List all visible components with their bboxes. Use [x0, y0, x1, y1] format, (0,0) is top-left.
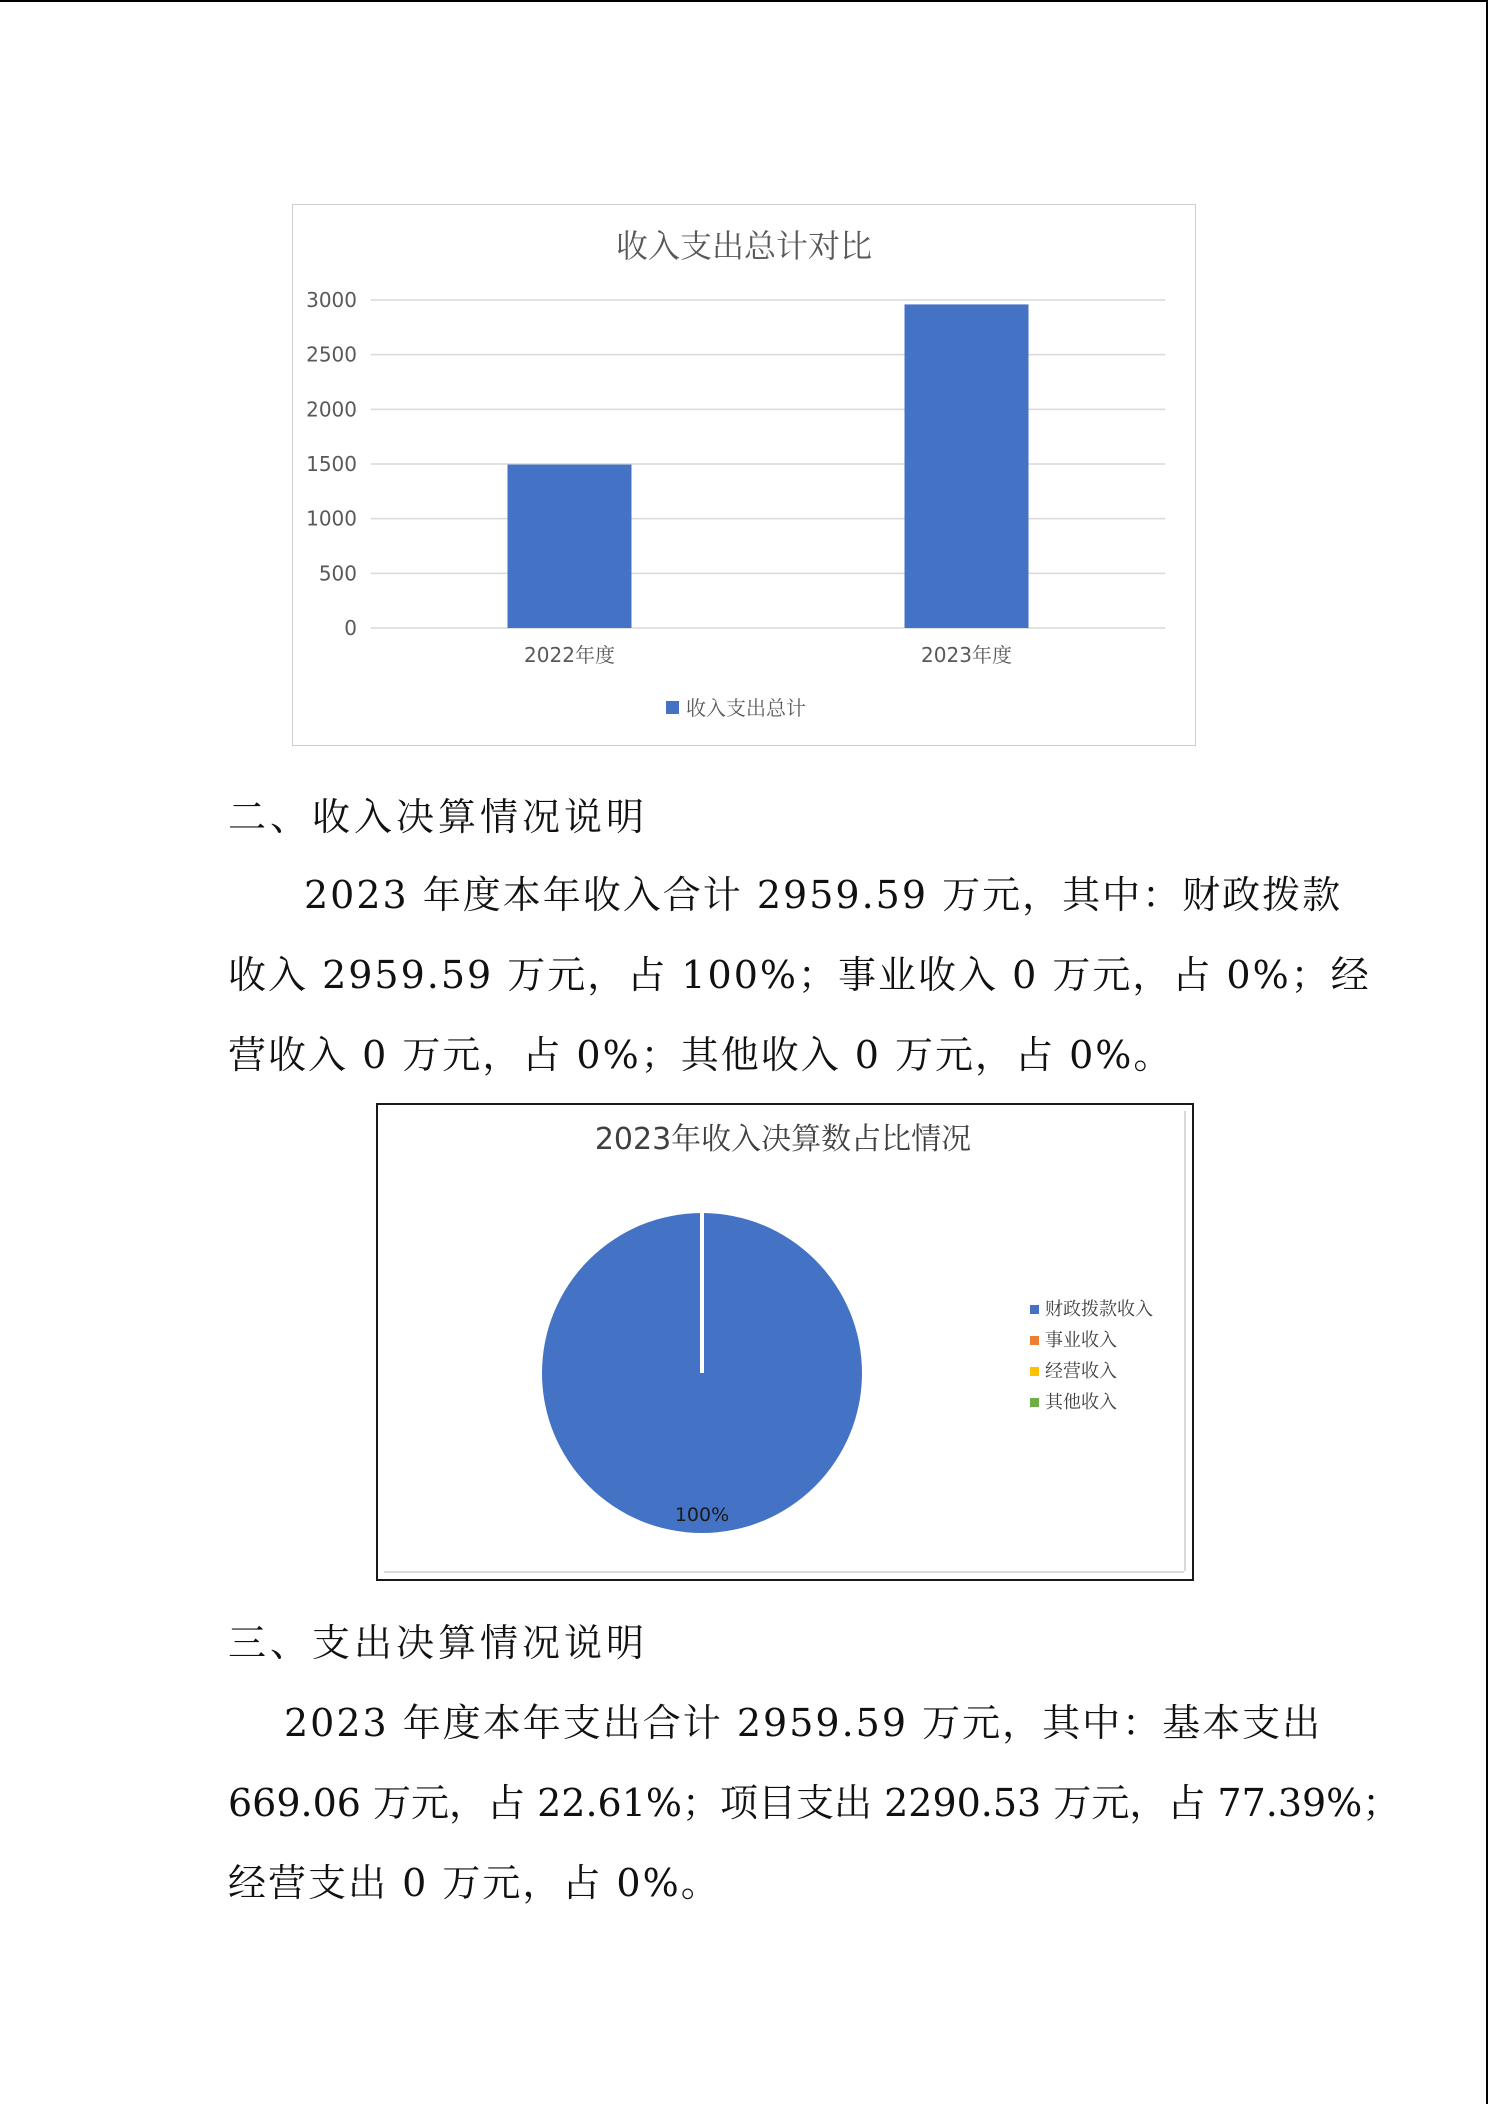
expense-section-heading: 三、支出决算情况说明: [228, 1621, 649, 1665]
income-section-heading: 二、收入决算情况说明: [228, 795, 649, 839]
pie-chart-inner-border: [384, 1571, 1184, 1573]
legend-label: 经营收入: [1045, 1361, 1117, 1382]
legend-label: 财政拨款收入: [1045, 1299, 1153, 1320]
pie-data-label: 100%: [674, 1504, 730, 1526]
page-top-border: [0, 0, 1488, 2]
pie-chart-svg: [378, 1105, 1188, 1575]
pie-chart: [376, 1103, 1194, 1581]
bar-chart: [292, 204, 1196, 746]
pie-chart-title: 2023年收入决算数占比情况: [594, 1122, 972, 1157]
x-tick-label: 2023年度: [921, 643, 1012, 667]
y-tick-label: 2500: [306, 342, 357, 367]
legend-label: 其他收入: [1045, 1392, 1117, 1413]
legend-swatch: [1030, 1367, 1039, 1376]
legend-swatch: [1030, 1305, 1039, 1314]
bar-2023年度: [905, 304, 1029, 628]
legend-swatch: [666, 701, 679, 714]
bar-2022年度: [508, 465, 632, 628]
income-paragraph-line-3: 营收入 0 万元，占 0%；其他收入 0 万元，占 0%。: [228, 1033, 1174, 1077]
legend-label: 事业收入: [1045, 1330, 1117, 1351]
income-paragraph-line-2: 收入 2959.59 万元，占 100%；事业收入 0 万元，占 0%；经: [228, 953, 1371, 997]
legend-swatch: [1030, 1336, 1039, 1345]
expense-paragraph-line-1: 2023 年度本年支出合计 2959.59 万元，其中：基本支出: [284, 1701, 1323, 1745]
legend-label: 收入支出总计: [686, 696, 806, 720]
bar-chart-svg: [293, 205, 1195, 745]
y-tick-label: 0: [344, 616, 357, 640]
expense-paragraph-line-2: 669.06 万元，占 22.61%；项目支出 2290.53 万元，占 77.39%；: [228, 1781, 1401, 1825]
bar-chart-title: 收入支出总计对比: [615, 227, 873, 265]
expense-paragraph-line-3: 经营支出 0 万元，占 0%。: [228, 1861, 721, 1905]
y-tick-label: 500: [318, 561, 357, 586]
pie-chart-inner-border: [1184, 1111, 1186, 1571]
y-tick-label: 2000: [306, 397, 357, 422]
income-paragraph-line-1: 2023 年度本年收入合计 2959.59 万元，其中：财政拨款: [304, 873, 1343, 917]
y-tick-label: 1500: [306, 452, 357, 476]
legend-swatch: [1030, 1398, 1039, 1407]
y-tick-label: 3000: [306, 288, 357, 312]
y-tick-label: 1000: [306, 506, 357, 531]
x-tick-label: 2022年度: [524, 643, 615, 667]
